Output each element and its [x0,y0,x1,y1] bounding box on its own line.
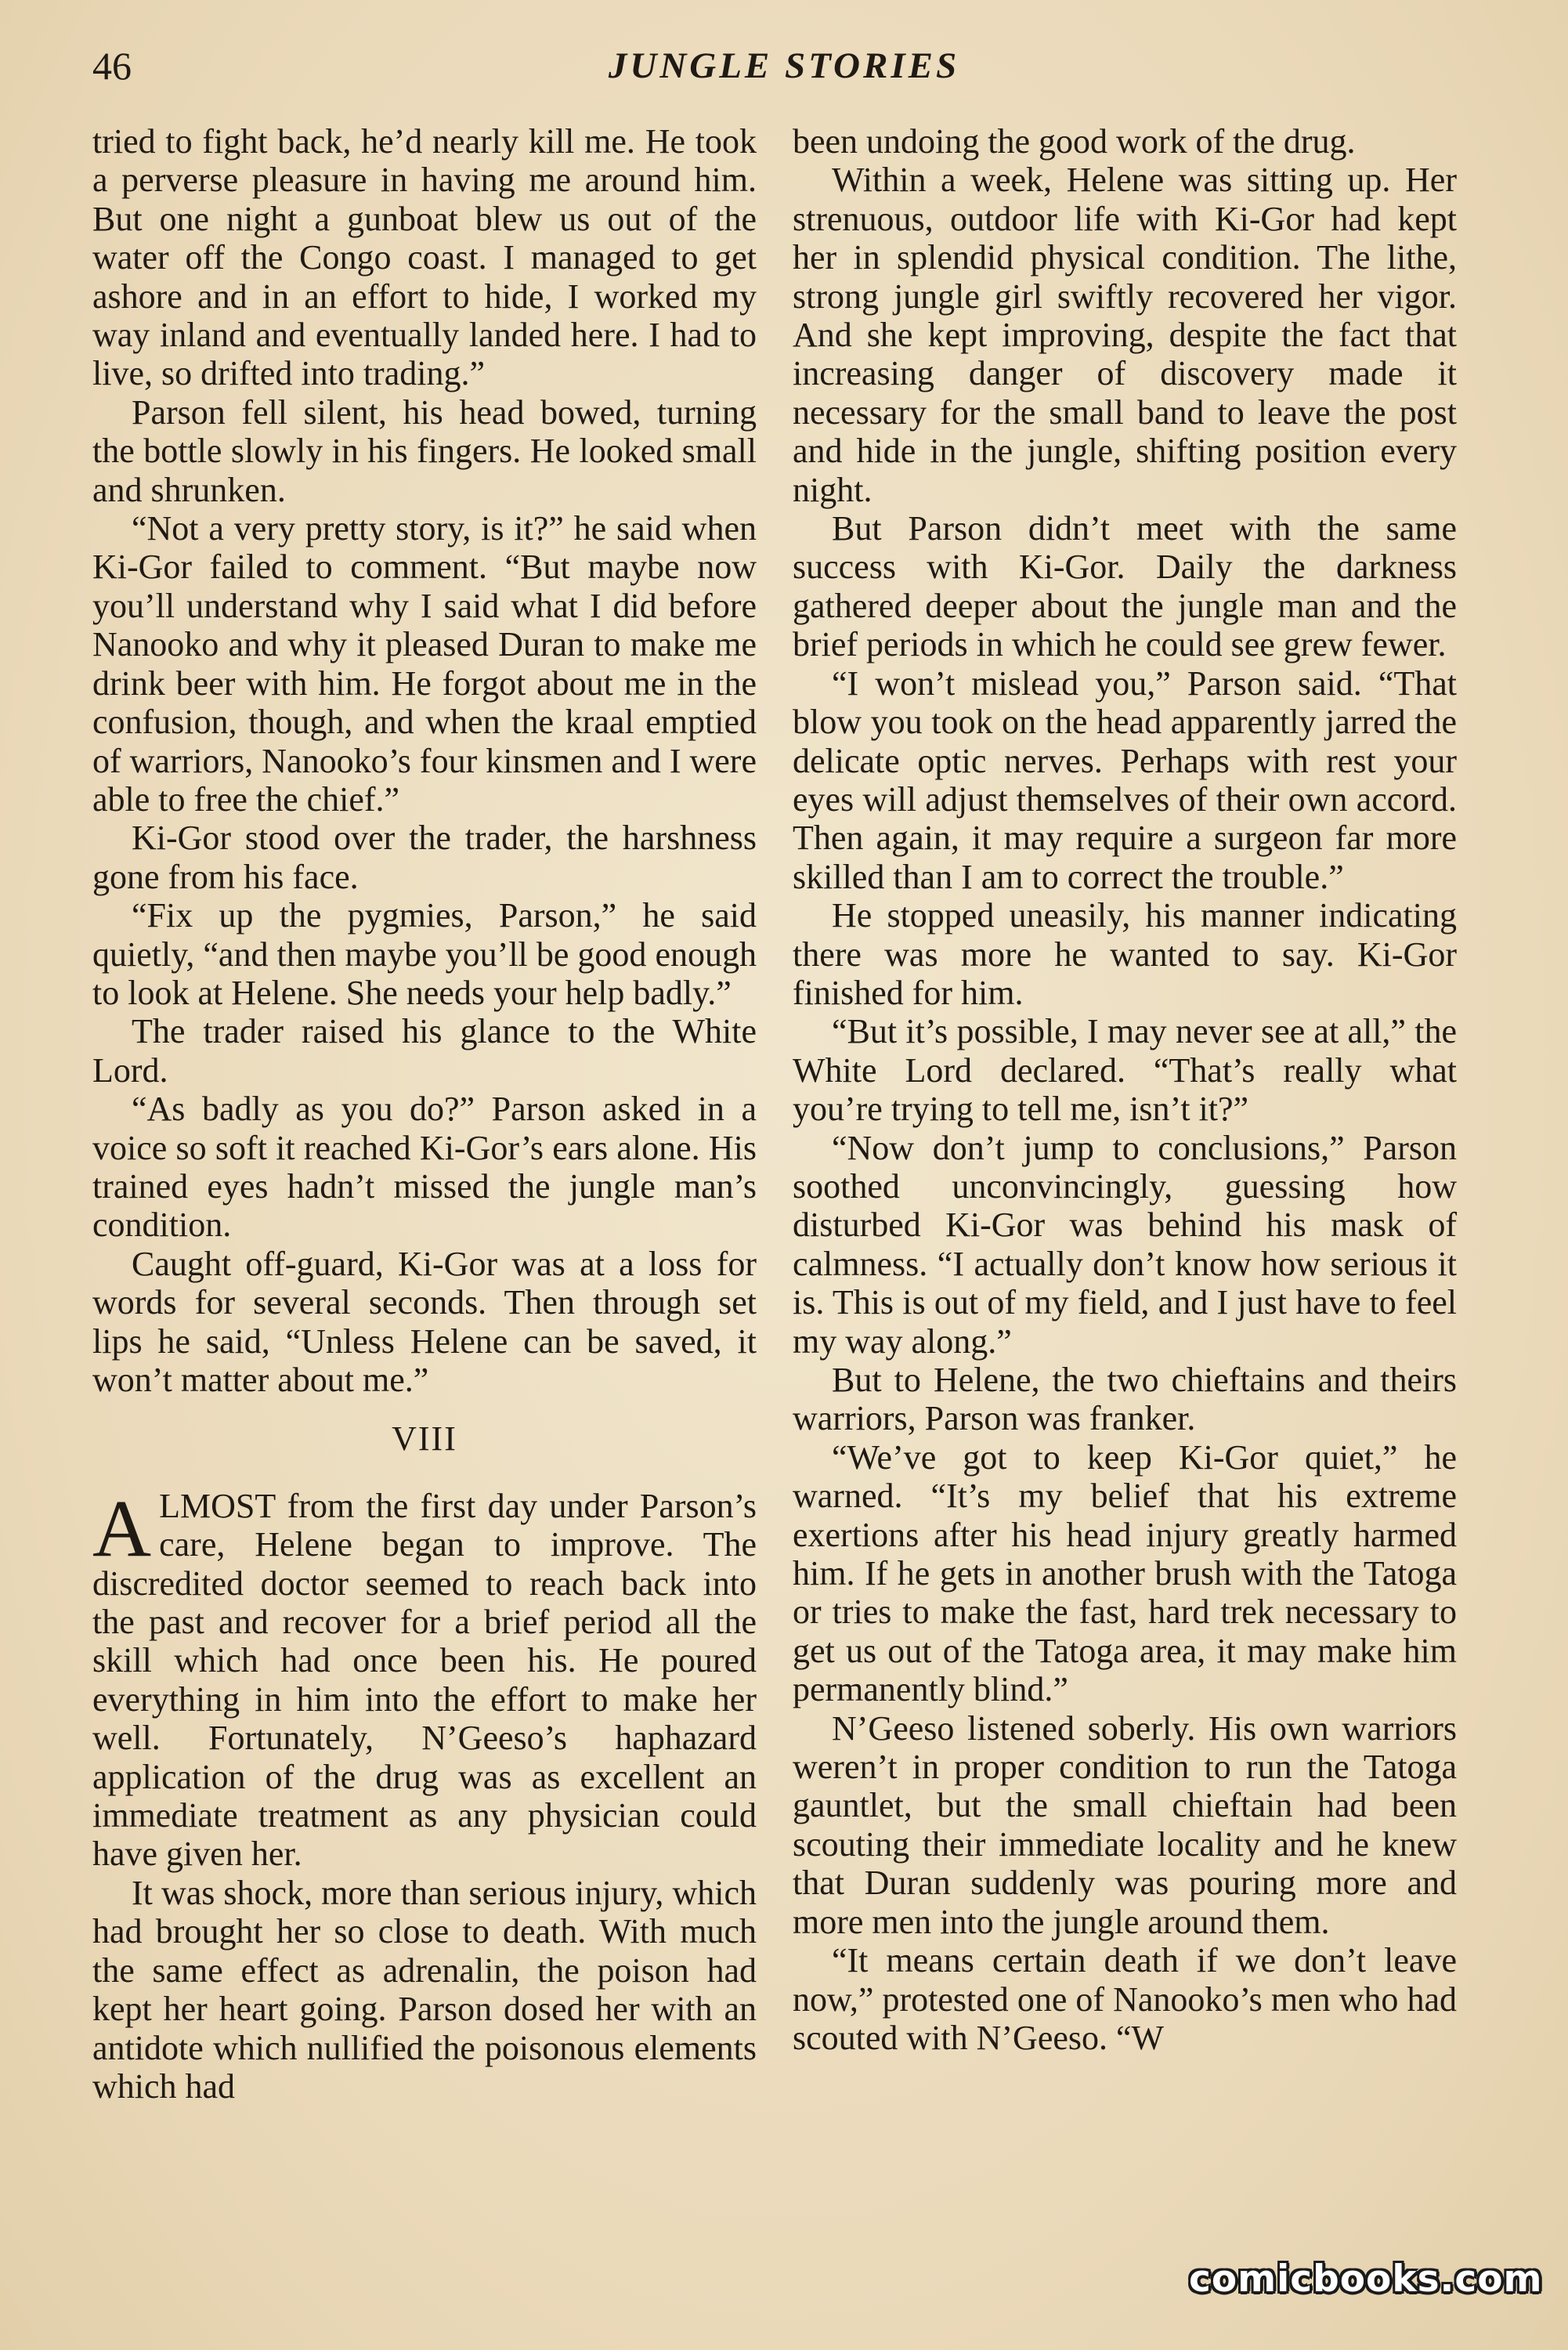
paragraph: It was shock, more than serious injury, which had brought her so close to death. With much the same effect as adrenalin, the poison had kept her heart going. Parson dosed her with an antidote which nullified the poisonous elements which had [92,1873,757,2106]
paragraph: “Now don’t jump to conclusions,” Parson soothed unconvincingly, guessing how disturbed Ki-Gor was behind his mask of calmness. “I actually don’t know how serious it is. This is out of my field, and I just have to feel my way along.” [793,1128,1457,1361]
paragraph: “It means certain death if we don’t leave now,” protested one of Nanooko’s men who had scouted with N’Geeso. “W [793,1941,1457,2057]
paragraph: “We’ve got to keep Ki-Gor quiet,” he warned. “It’s my belief that his extreme exertions after his head injury greatly harmed him. If he gets in another brush with the Tatoga or tries to make the fast, hard trek necessary to get us out of the Tatoga area, it may make him permanently blind.” [793,1437,1457,1709]
running-head: JUNGLE STORIES [608,45,960,86]
paragraph: But Parson didn’t meet with the same success with Ki-Gor. Daily the darkness gathered deeper about the jungle man and the brief periods in which he could see grew fewer. [793,509,1457,664]
chapter-heading: VIII [392,1419,457,1459]
paragraph: “As badly as you do?” Parson asked in a voice so soft it reached Ki-Gor’s ears alone. His trained eyes hadn’t missed the jungle man’s condition. [92,1090,757,1245]
paragraph: “I won’t mislead you,” Parson said. “That blow you took on the head apparently jarred the delicate optic nerves. Perhaps with rest your eyes will adjust themselves of their own accord. Then again, it may require a surgeon far more skilled than I am to correct the trouble.” [793,663,1457,896]
paragraph: “But it’s possible, I may never see at all,” the White Lord declared. “That’s really what you’re trying to tell me, isn’t it?” [793,1012,1457,1129]
right-column [793,122,1457,2057]
paragraph: N’Geeso listened soberly. His own warriors weren’t in proper condition to run the Tatoga gauntlet, but the small chieftain had been scouting their immediate locality and he knew that Duran suddenly was pouring more and more men into the jungle around them. [793,1708,1457,1941]
paragraph: “Not a very pretty story, is it?” he said when Ki-Gor failed to comment. “But maybe now you’ll understand why I said what I did before Nanooko and why it pleased Duran to make me drink beer with him. He forgot about me in the confusion, though, and when the kraal emptied of warriors, Nanooko’s four kinsmen and I were able to free the chief.” [92,509,757,819]
left-column [92,122,757,2106]
paragraph: He stopped uneasily, his manner indicating there was more he wanted to say. Ki-Gor finished for him. [793,896,1457,1012]
paragraph: Ki-Gor stood over the trader, the harshness gone from his face. [92,819,757,896]
paragraph-text: LMOST from the first day under Parson’s care, Helene began to improve. The discredited doctor seemed to reach back into the past and recover for a brief period all the skill which had once been his. He poured everything in him into the effort to make her well. Fortunately, N’Geeso’s haphazard application of the drug was as excellent an immediate treatment as any physician could have given her. [92,1486,757,1874]
site-watermark: comicbooks.com [1189,2258,1543,2301]
paragraph: “Fix up the pygmies, Parson,” he said quietly, “and then maybe you’ll be good enough to look at Helene. She needs your help badly.” [92,896,757,1012]
drop-cap: A [92,1483,152,1574]
paragraph: Within a week, Helene was sitting up. Her strenuous, outdoor life with Ki-Gor had kept her in splendid physical condition. The lithe, strong jungle girl swiftly recovered her vigor. And she kept improving, despite the fact that increasing danger of discovery made it necessary for the small band to leave the post and hide in the jungle, shifting position every night. [793,161,1457,509]
chapter-opening-paragraph [92,1483,757,1874]
paragraph: The trader raised his glance to the White Lord. [92,1012,757,1090]
paragraph: tried to fight back, he’d nearly kill me. He took a perverse pleasure in having me around him. But one night a gunboat blew us out of the water off the Congo coast. I managed to get ashore and in an effort to hide, I worked my way inland and eventually landed here. I had to live, so drifted into trading.” [92,122,757,393]
paragraph: Caught off-guard, Ki-Gor was at a loss for words for several seconds. Then through set lips he said, “Unless Helene can be saved, it won’t matter about me.” [92,1244,757,1399]
paragraph: But to Helene, the two chieftains and theirs warriors, Parson was franker. [793,1361,1457,1438]
paragraph: Parson fell silent, his head bowed, turning the bottle slowly in his fingers. He looked small and shrunken. [92,392,757,509]
paragraph: been undoing the good work of the drug. [793,122,1356,161]
page-number: 46 [92,44,132,88]
